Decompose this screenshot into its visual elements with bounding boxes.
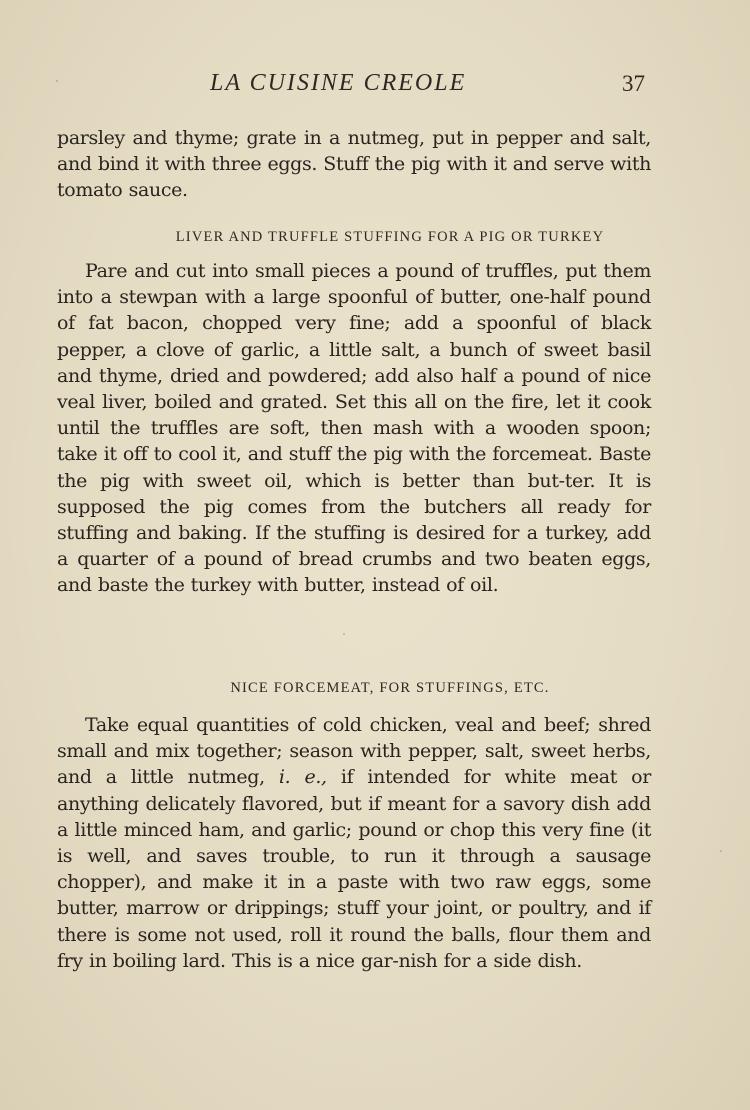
text-line: Pare and cut into small pieces a pound of truffles, put [85, 260, 597, 282]
text-line: parsley and thyme; grate in a nutmeg, put in pepper [57, 127, 563, 149]
paper-speck [56, 80, 58, 82]
text-line: Take equal quantities of cold chicken, veal and beef; [85, 714, 591, 736]
recipe-body-liver-truffle-stuffing [57, 258, 651, 599]
page-number: 37 [622, 71, 645, 96]
recipe-heading-liver-truffle-stuffing [0, 229, 750, 246]
text-line: ready for stuffing and baking. If the stuffing is desired [57, 495, 651, 545]
text-line: one-half pound of fat bacon, chopped very fine; add a [57, 286, 651, 335]
recipe-heading-text: LIVER AND TRUFFLE STUFFING FOR A PIG OR TURKEY [175, 229, 605, 245]
continuation-paragraph [57, 125, 651, 204]
text-line: garlic; pound or chop this very fine (it is well, and [57, 818, 651, 868]
text-line: if intended for [340, 766, 491, 789]
text-line: white meat or anything delicately flavored, but if [57, 766, 651, 815]
text-line: meant for a savory dish add a little minced ham, and [57, 792, 651, 841]
text-line: saves trouble, to run it through a sausage chopper), [57, 845, 651, 894]
text-line: a bunch of sweet basil and thyme, dried and powdered; [57, 338, 651, 387]
text-line: and salt, and bind it with three eggs. Stuff the pig [57, 127, 651, 176]
text-line: instead of oil. [371, 574, 499, 597]
paper-speck [720, 850, 722, 852]
text-line: truffles are soft, then mash with a wooden spoon; take [57, 417, 651, 466]
recipe-body-nice-forcemeat [57, 712, 651, 974]
text-line: with it and serve with tomato sauce. [57, 153, 651, 202]
paper-speck [343, 633, 345, 635]
running-title: LA CUISINE CREOLE [210, 70, 467, 96]
text-line: grated. Set this all on the fire, let it cook until the [57, 391, 651, 440]
text-line: for a turkey, add a quarter of a pound of bread crumbs [57, 522, 651, 571]
text-line: them into a stewpan with a large spoonful of butter, [57, 260, 651, 309]
text-line: sweet herbs, and a little nutmeg, [57, 740, 651, 789]
text-line: flour them and fry in boiling lard. This is a nice gar- [57, 923, 651, 972]
text-line: marrow or drippings; stuff your joint, or poultry, [126, 897, 589, 920]
recipe-heading-nice-forcemeat [0, 680, 750, 697]
italic-abbreviation: i. e., [278, 766, 327, 789]
text-line: and make it in a paste with two raw eggs, some butter, [57, 871, 651, 920]
text-line: ter. It is supposed the pig comes from the butchers all [57, 469, 651, 518]
text-line: and if there is some not used, roll it round the balls, [57, 897, 651, 946]
text-line: spoonful of black pepper, a clove of garlic, a little salt, [57, 312, 651, 361]
recipe-heading-text: NICE FORCEMEAT, FOR STUFFINGS, ETC. [230, 680, 550, 696]
text-line: it off to cool it, and stuff the pig with the forcemeat. [103, 443, 593, 466]
text-line: shred small and mix together; season with pepper, salt, [57, 714, 651, 763]
text-line: and two beaten eggs, and baste the turkey with butter, [57, 548, 651, 597]
running-head [0, 70, 750, 100]
text-line: nish for a side dish. [398, 949, 582, 972]
text-line: add also half a pound of nice veal liver, boiled and [57, 364, 651, 414]
text-line: Baste the pig with sweet oil, which is better than but- [57, 443, 651, 492]
